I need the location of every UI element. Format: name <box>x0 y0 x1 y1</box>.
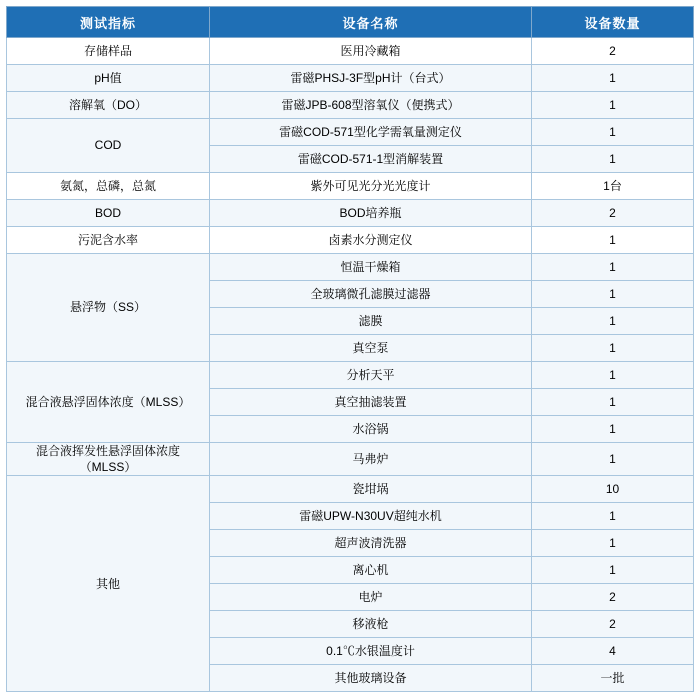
cell-equipment-qty: 1 <box>532 146 694 173</box>
cell-equipment-name: 雷磁COD-571型化学需氧量测定仪 <box>210 119 532 146</box>
cell-equipment-qty: 2 <box>532 584 694 611</box>
cell-equipment-qty: 1 <box>532 443 694 476</box>
cell-equipment-qty: 1 <box>532 335 694 362</box>
table-row <box>7 65 694 92</box>
cell-equipment-qty: 2 <box>532 611 694 638</box>
table-body <box>7 38 694 692</box>
cell-indicator: 其他 <box>7 476 210 692</box>
cell-equipment-qty: 1 <box>532 530 694 557</box>
cell-indicator: pH值 <box>7 65 210 92</box>
table-row <box>7 443 694 476</box>
cell-equipment-name: 雷磁UPW-N30UV超纯水机 <box>210 503 532 530</box>
cell-indicator: 氨氮，总磷，总氮 <box>7 173 210 200</box>
cell-equipment-name: 移液枪 <box>210 611 532 638</box>
cell-equipment-qty: 2 <box>532 200 694 227</box>
cell-equipment-qty: 1台 <box>532 173 694 200</box>
column-header-equipment-name: 设备名称 <box>210 7 532 38</box>
table-row <box>7 200 694 227</box>
table-row <box>7 38 694 65</box>
header-row <box>7 7 694 38</box>
cell-equipment-name: 其他玻璃设备 <box>210 665 532 692</box>
cell-indicator: 悬浮物（SS） <box>7 254 210 362</box>
cell-equipment-qty: 1 <box>532 227 694 254</box>
cell-equipment-qty: 1 <box>532 254 694 281</box>
table-row <box>7 119 694 146</box>
cell-equipment-qty: 1 <box>532 308 694 335</box>
cell-indicator: 混合液悬浮固体浓度（MLSS） <box>7 362 210 443</box>
cell-equipment-name: 真空泵 <box>210 335 532 362</box>
cell-equipment-qty: 10 <box>532 476 694 503</box>
cell-equipment-qty: 1 <box>532 362 694 389</box>
cell-equipment-qty: 1 <box>532 389 694 416</box>
column-header-equipment-qty: 设备数量 <box>532 7 694 38</box>
cell-equipment-name: 全玻璃微孔滤膜过滤器 <box>210 281 532 308</box>
cell-equipment-qty: 2 <box>532 38 694 65</box>
cell-indicator: 存储样品 <box>7 38 210 65</box>
cell-indicator-line-2: （MLSS） <box>79 460 137 475</box>
cell-equipment-qty: 1 <box>532 119 694 146</box>
cell-indicator-line-1: 混合液挥发性悬浮固体浓度 <box>35 444 180 458</box>
cell-equipment-qty: 4 <box>532 638 694 665</box>
table-row <box>7 254 694 281</box>
table-header <box>7 7 694 38</box>
cell-equipment-name: 水浴锅 <box>210 416 532 443</box>
table-row <box>7 362 694 389</box>
cell-equipment-qty: 1 <box>532 92 694 119</box>
cell-indicator: BOD <box>7 200 210 227</box>
cell-equipment-name: 瓷坩埚 <box>210 476 532 503</box>
cell-equipment-name: BOD培养瓶 <box>210 200 532 227</box>
cell-equipment-qty: 1 <box>532 416 694 443</box>
table-row <box>7 92 694 119</box>
cell-equipment-name: 雷磁COD-571-1型消解装置 <box>210 146 532 173</box>
cell-equipment-name: 分析天平 <box>210 362 532 389</box>
cell-equipment-qty: 1 <box>532 557 694 584</box>
cell-equipment-name: 马弗炉 <box>210 443 532 476</box>
cell-equipment-name: 医用冷藏箱 <box>210 38 532 65</box>
cell-equipment-name: 滤膜 <box>210 308 532 335</box>
table-row <box>7 227 694 254</box>
cell-equipment-name: 真空抽滤装置 <box>210 389 532 416</box>
cell-equipment-name: 雷磁PHSJ-3F型pH计（台式） <box>210 65 532 92</box>
cell-equipment-name: 离心机 <box>210 557 532 584</box>
cell-equipment-qty: 1 <box>532 281 694 308</box>
cell-equipment-qty: 1 <box>532 503 694 530</box>
cell-equipment-name: 超声波清洗器 <box>210 530 532 557</box>
table-row <box>7 173 694 200</box>
cell-equipment-name: 紫外可见光分光光度计 <box>210 173 532 200</box>
cell-indicator: COD <box>7 119 210 173</box>
cell-indicator: 污泥含水率 <box>7 227 210 254</box>
table-row <box>7 476 694 503</box>
cell-equipment-name: 卤素水分测定仪 <box>210 227 532 254</box>
cell-equipment-qty: 1 <box>532 65 694 92</box>
cell-indicator: 溶解氧（DO） <box>7 92 210 119</box>
cell-indicator <box>7 443 210 476</box>
cell-equipment-name: 电炉 <box>210 584 532 611</box>
cell-equipment-name: 恒温干燥箱 <box>210 254 532 281</box>
column-header-indicator: 测试指标 <box>7 7 210 38</box>
cell-equipment-qty: 一批 <box>532 665 694 692</box>
cell-equipment-name: 雷磁JPB-608型溶氧仪（便携式） <box>210 92 532 119</box>
cell-equipment-name: 0.1℃水银温度计 <box>210 638 532 665</box>
equipment-table <box>6 6 694 692</box>
